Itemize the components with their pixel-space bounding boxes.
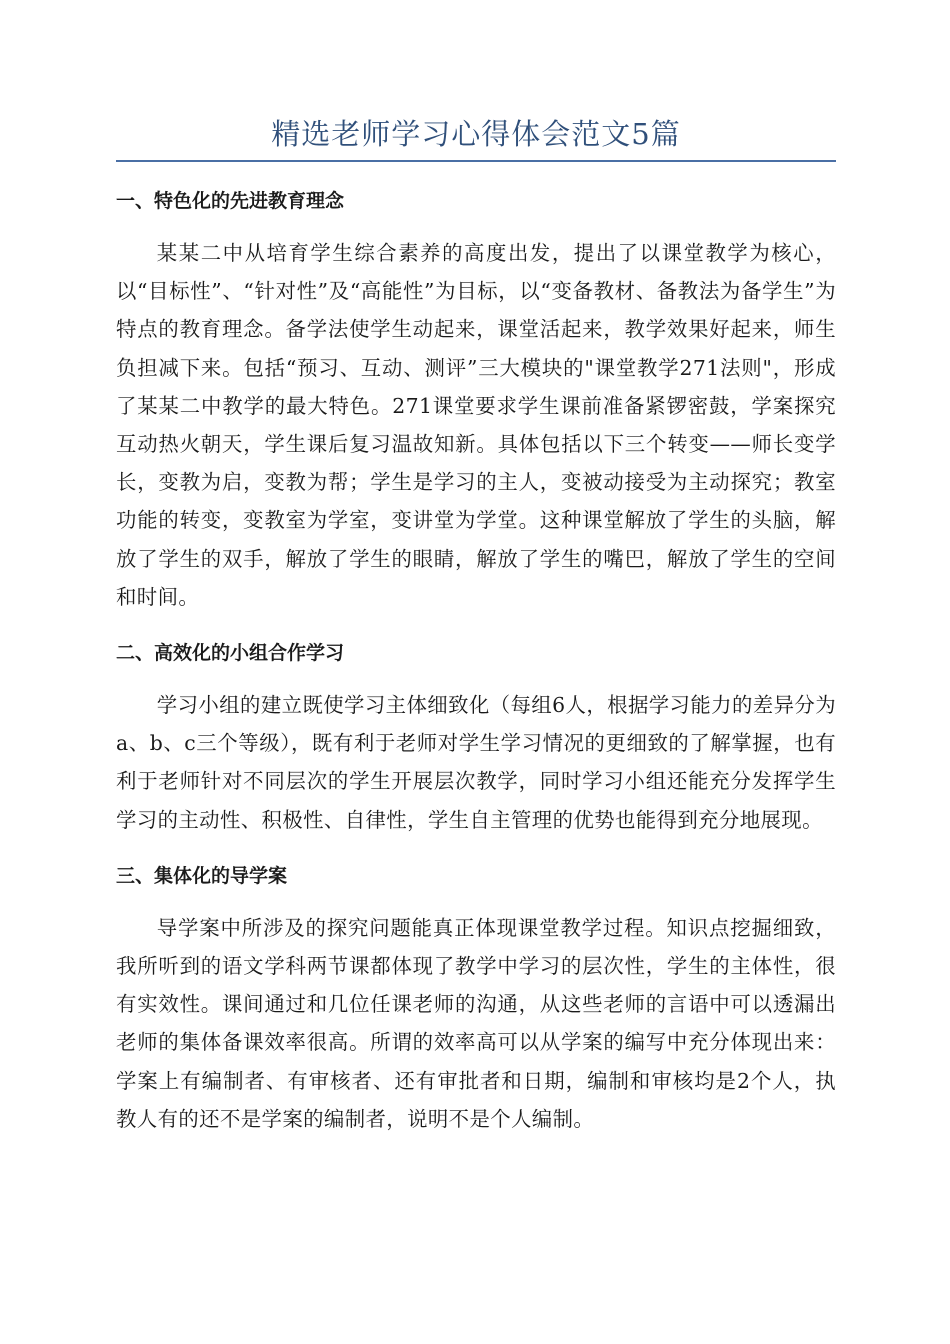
title-underline xyxy=(116,160,836,162)
section-3-paragraph: 导学案中所涉及的探究问题能真正体现课堂教学过程。知识点挖掘细致，我所听到的语文学科两节课都体现了教学中学习的层次性，学生的主体性，很有实效性。课间通过和几位任课老师的沟通，从这些老师的言语中可以透漏出老师的集体备课效率很高。所谓的效率高可以从学案的编写中充分体现出来：学案上有编制者、有审核者、还有审批者和日期，编制和审核均是2个人，执教人有的还不是学案的编制者，说明不是个人编制。 xyxy=(116,915,836,1131)
section-3-heading: 三、集体化的导学案 xyxy=(116,864,288,887)
section-1-paragraph: 某某二中从培育学生综合素养的高度出发，提出了以课堂教学为核心，以“目标性”、“针对性”及“高能性”为目标，以“变备教材、备教法为备学生”为特点的教育理念。备学法使学生动起来，课堂活起来，教学效果好起来，师生负担减下来。包括“预习、互动、测评”三大模块的"课堂教学271法则"，形成了某某二中教学的最大特色。271课堂要求学生课前准备紧锣密鼓，学案探究互动热火朝天，学生课后复习温故知新。具体包括以下三个转变——师长变学长，变教为启，变教为帮；学生是学习的主人，变被动接受为主动探究；教室功能的转变，变教室为学室，变讲堂为学堂。这种课堂解放了学生的头脑，解放了学生的双手，解放了学生的眼睛，解放了学生的嘴巴，解放了学生的空间和时间。 xyxy=(116,241,836,609)
document-page xyxy=(116,0,836,1138)
section-1-heading: 一、特色化的先进教育理念 xyxy=(116,190,345,212)
section-3 xyxy=(116,861,836,1138)
section-1 xyxy=(116,186,836,616)
document-title: 精选老师学习心得体会范文5篇 xyxy=(271,117,681,151)
section-2-heading: 二、高效化的小组合作学习 xyxy=(116,642,345,665)
section-2-paragraph: 学习小组的建立既使学习主体细致化（每组6人，根据学习能力的差异分为a、b、c三个等级），既有利于老师对学生学习情况的更细致的了解掌握，也有利于老师针对不同层次的学生开展层次教学，同时学习小组还能充分发挥学生学习的主动性、积极性、自律性，学生自主管理的优势也能得到充分地展现。 xyxy=(116,693,836,832)
section-2 xyxy=(116,638,836,839)
